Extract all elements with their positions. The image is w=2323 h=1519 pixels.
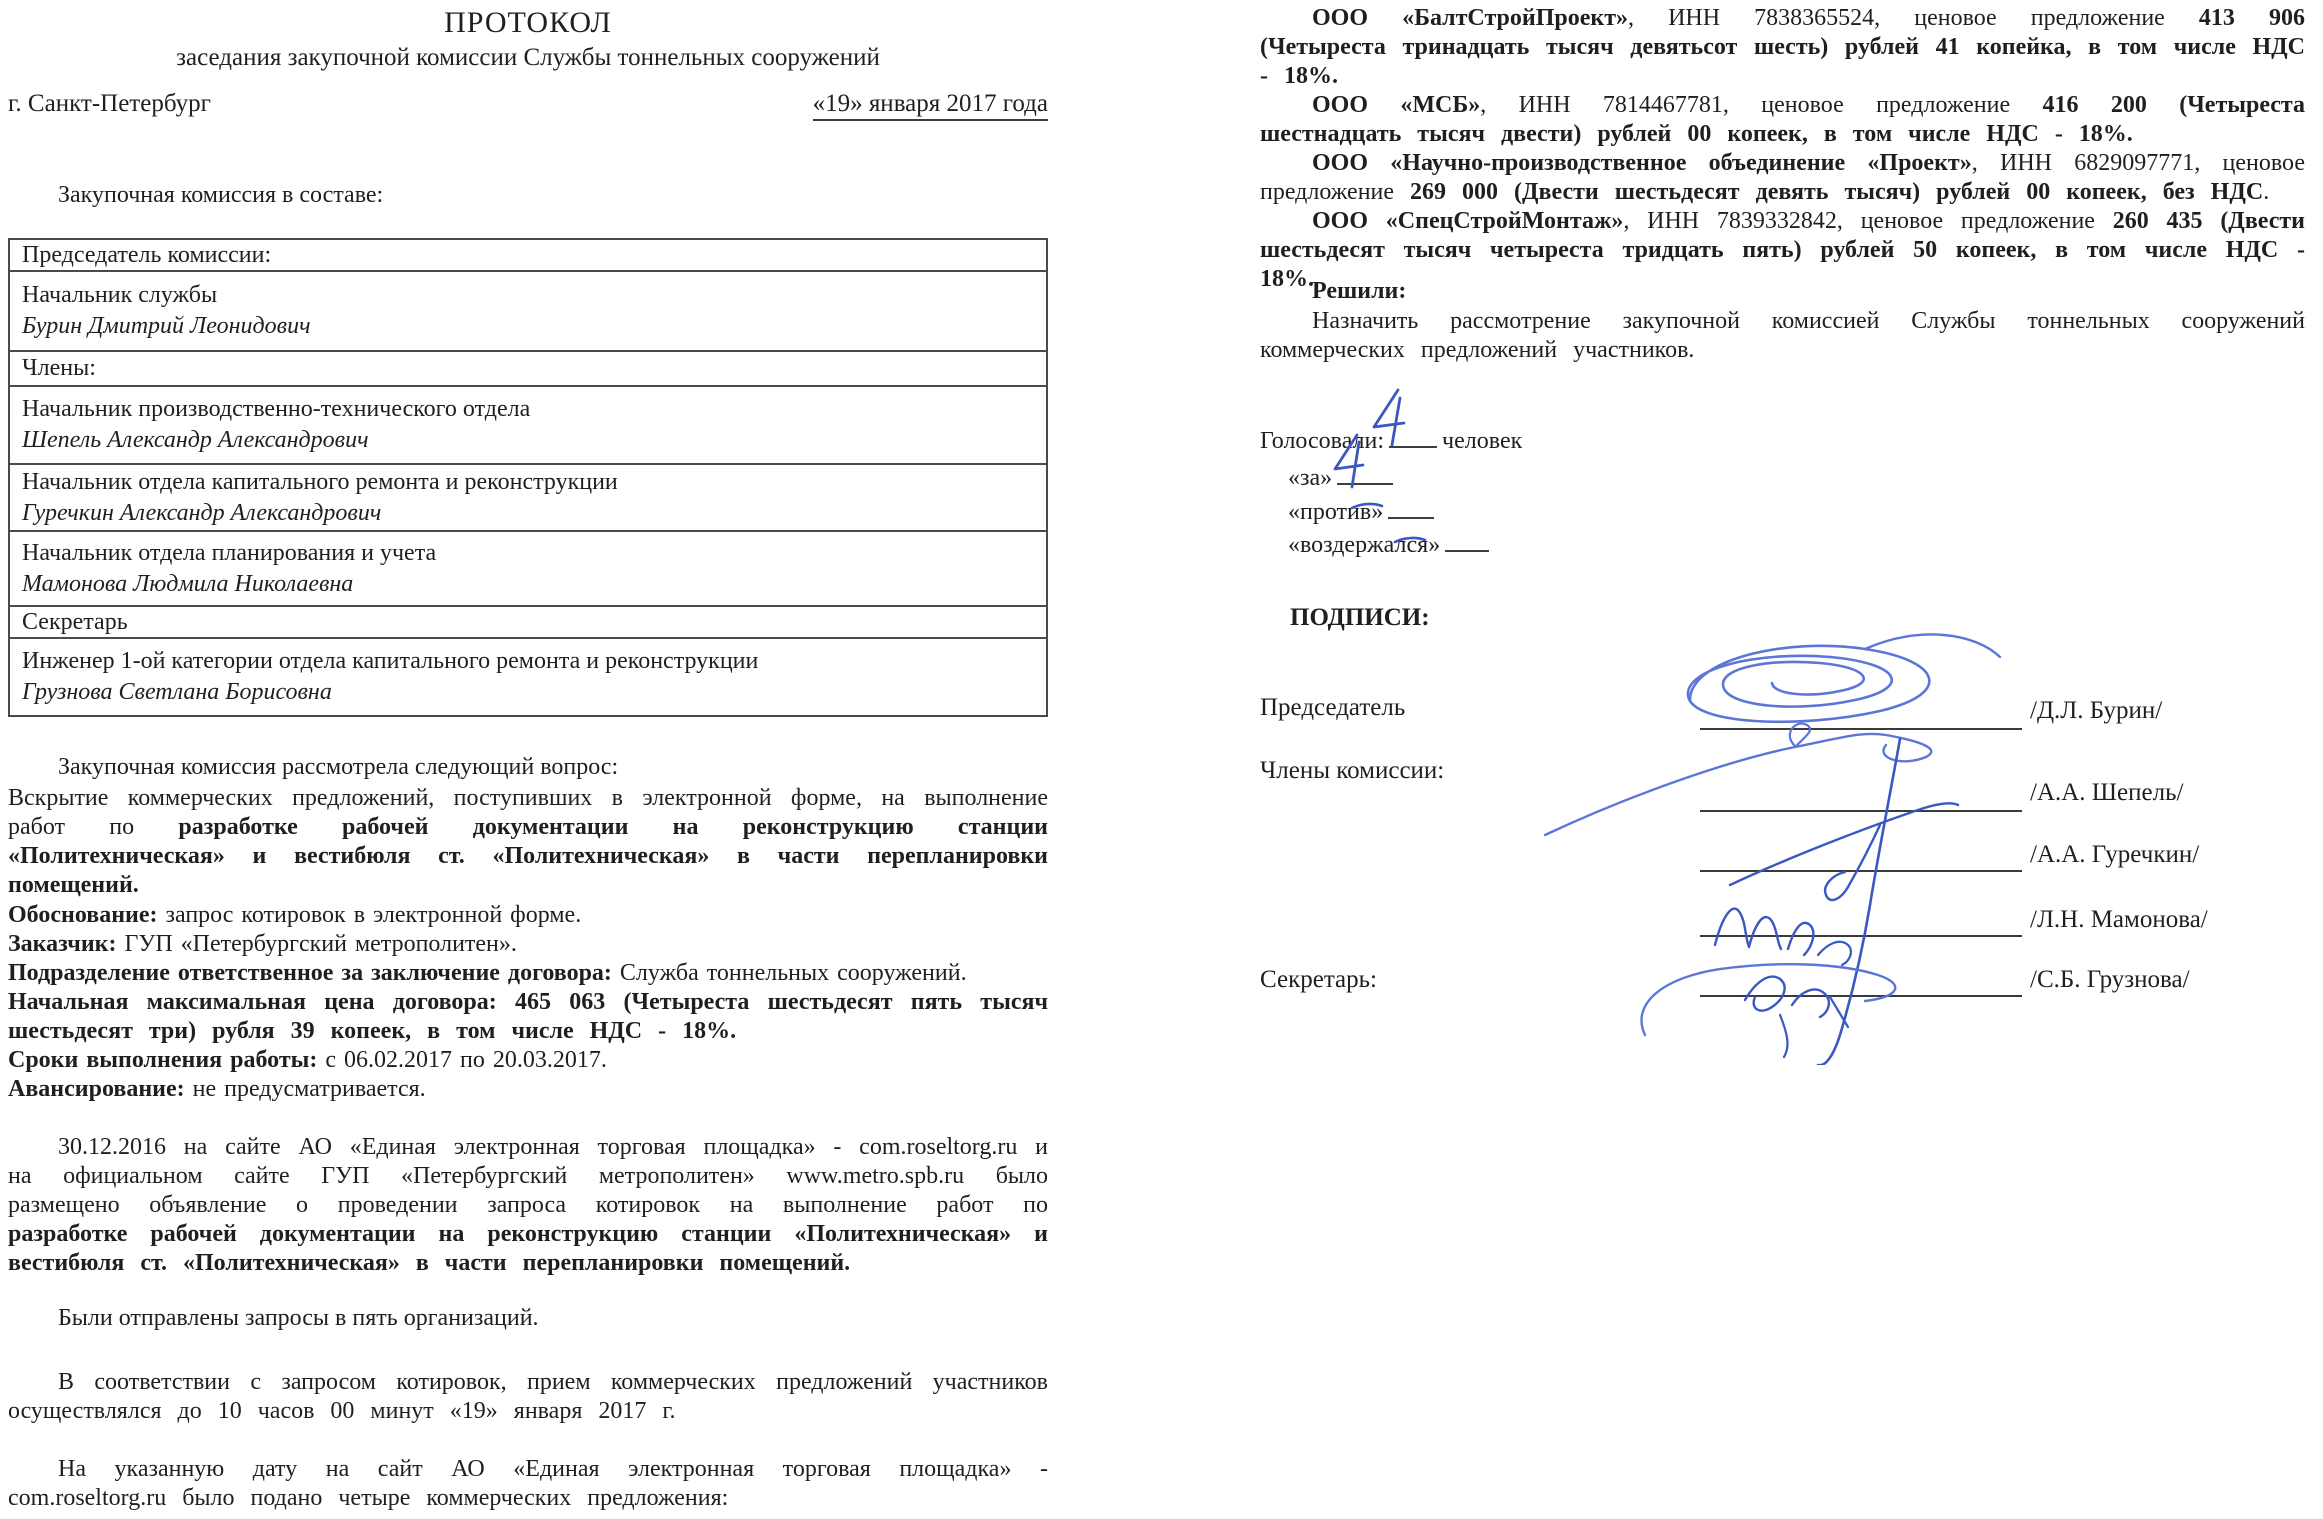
detail-line: Подразделение ответственное за заключение договора: Служба тоннельных сооружений. [8, 960, 967, 986]
member-name: Грузнова Светлана Борисовна [22, 679, 332, 705]
city: г. Санкт-Петербург [8, 90, 211, 117]
burin-signature-scribble [1688, 635, 2000, 722]
deadline-paragraph: В соответствии с запросом котировок, прием коммерческих предложений участников осуществлялся до 10 часов 00 минут «19» января 2017 г. [8, 1369, 1048, 1424]
detail-line: Обоснование: запрос котировок в электронной форме. [8, 902, 582, 928]
doc-date: «19» января 2017 года [813, 90, 1048, 121]
right-page [1260, 0, 2305, 1519]
vote-count-unit: человек [1442, 428, 1523, 454]
bid-paragraph: ООО «МСБ», ИНН 7814467781, ценовое предложение 416 200 (Четыреста шестнадцать тысяч двести) рублей 00 копеек, в том числе НДС - 18%. [1260, 92, 2306, 147]
member-position: Начальник службы [22, 282, 218, 308]
table-row [10, 385, 1046, 463]
row-header: Члены: [22, 355, 96, 381]
bid-paragraph: ООО «Научно-производственное объединение «Проект», ИНН 6829097771, ценовое предложение 269 000 (Двести шестьдесят девять тысяч) рублей 00 копеек, без НДС. [1260, 150, 2306, 205]
bids-block [1260, 4, 2305, 294]
handwritten-vote-count [1368, 386, 1410, 448]
handwritten-vote-for [1330, 432, 1368, 490]
bid-paragraph: ООО «БалтСтройПроект», ИНН 7838365524, ценовое предложение 413 906 (Четыреста тринадцать тысяч девятьсот шесть) рублей 41 копейка, в том числе НДС - 18%. [1260, 5, 2305, 89]
member-name: Бурин Дмитрий Леонидович [22, 313, 311, 339]
sig-role: Председатель [1260, 694, 1406, 721]
table-row [10, 270, 1046, 350]
member-position: Начальник отдела капитального ремонта и реконструкции [22, 468, 618, 495]
member-name: Гуречкин Александр Александрович [22, 499, 382, 526]
handwritten-vote-abstained-dash [1393, 534, 1427, 546]
table-row [10, 463, 1046, 530]
vote-against-blank [1388, 493, 1434, 519]
decision-paragraph: Назначить рассмотрение закупочной комиссией Службы тоннельных сооружений коммерческих предложений участников. [1260, 308, 2305, 363]
detail-line: Заказчик: ГУП «Петербургский метрополитен». [8, 931, 517, 957]
row-header: Секретарь [22, 608, 128, 635]
vote-against-label: «против» [1288, 499, 1384, 525]
detail-line: Начальная максимальная цена договора: 465 063 (Четыреста шестьдесят пять тысяч шестьдесят три) рубля 39 копеек, в том числе НДС - 18%. [8, 989, 1048, 1044]
sent-requests-line: Были отправлены запросы в пять организаций. [58, 1305, 539, 1331]
table-row [10, 637, 1046, 715]
doc-title: ПРОТОКОЛ [444, 6, 612, 39]
shepel-signature-scribble [1545, 724, 1931, 1065]
bid-paragraph: ООО «СпецСтройМонтаж», ИНН 7839332842, ценовое предложение 260 435 (Двести шестьдесят тысяч четыреста тридцать пять) рублей 50 копеек, в том числе НДС - 18%. [1260, 208, 2305, 292]
details-block [8, 901, 1048, 1104]
table-row [10, 605, 1046, 637]
member-position: Начальник отдела планирования и учета [22, 539, 437, 566]
handwritten-vote-against-dash [1350, 500, 1384, 512]
commission-intro: Закупочная комиссия в составе: [58, 182, 384, 208]
commission-table [8, 238, 1048, 717]
question-intro: Закупочная комиссия рассмотрела следующий вопрос: [58, 754, 619, 780]
vote-count-label: Голосовали: [1260, 428, 1385, 454]
signatures-heading: ПОДПИСИ: [1290, 604, 1430, 631]
signature-line [1700, 810, 2022, 812]
sig-role: Секретарь: [1260, 966, 1377, 993]
signature-line [1700, 870, 2022, 872]
vote-abstained-blank [1445, 526, 1489, 552]
received-paragraph: На указанную дату на сайт АО «Единая электронная торговая площадка» - com.roseltorg.ru было подано четыре коммерческих предложения: [8, 1456, 1048, 1511]
gruznova-signature-scribble [1642, 964, 1896, 1057]
signature-line [1700, 995, 2022, 997]
vote-abstained-row [1288, 526, 1494, 559]
gurechkin-signature-scribble [1730, 803, 1958, 900]
sig-name: /Л.Н. Мамонова/ [2030, 906, 2208, 933]
table-row [10, 350, 1046, 385]
sig-name: /Д.Л. Бурин/ [2030, 697, 2163, 724]
sig-name: /А.А. Шепель/ [2030, 779, 2184, 806]
member-name: Шепель Александр Александрович [22, 427, 369, 453]
signature-line [1700, 728, 2022, 730]
vote-abstained-label: «воздержался» [1288, 532, 1441, 558]
city-date-row [8, 90, 1048, 121]
vote-for-label: «за» [1288, 465, 1333, 491]
row-header: Председатель комиссии: [22, 241, 272, 268]
table-row [10, 240, 1046, 270]
announcement-paragraph: 30.12.2016 на сайте АО «Единая электронная торговая площадка» - com.roseltorg.ru и на официальном сайте ГУП «Петербургский метрополитен» www.metro.spb.ru было размещено объявление о проведении запроса котировок на выполнение работ по разработке рабочей документации на реконструкцию станции «Политехническая» и вестибюля ст. «Политехническая» в части перепланировки помещений. [8, 1134, 1048, 1276]
sig-name: /А.А. Гуречкин/ [2030, 841, 2200, 868]
signature-line [1700, 935, 2022, 937]
doc-subtitle: заседания закупочной комиссии Службы тоннельных сооружений [176, 44, 880, 71]
sig-name: /С.Б. Грузнова/ [2030, 966, 2190, 993]
detail-line: Авансирование: не предусматривается. [8, 1076, 426, 1102]
member-position: Начальник производственно-технического отдела [22, 396, 531, 422]
detail-line: Сроки выполнения работы: с 06.02.2017 по 20.03.2017. [8, 1047, 607, 1073]
sig-role: Члены комиссии: [1260, 757, 1445, 784]
member-name: Мамонова Людмила Николаевна [22, 570, 354, 597]
question-paragraph: Вскрытие коммерческих предложений, поступивших в электронной форме, на выполнение работ по разработке рабочей документации на реконструкцию станции «Политехническая» и вестибюля ст. «Политехническая» в части перепланировки помещений. [8, 785, 1048, 898]
table-row [10, 530, 1046, 605]
decision-heading: Решили: [1312, 278, 1407, 304]
member-position: Инженер 1-ой категории отдела капитального ремонта и реконструкции [22, 648, 759, 674]
